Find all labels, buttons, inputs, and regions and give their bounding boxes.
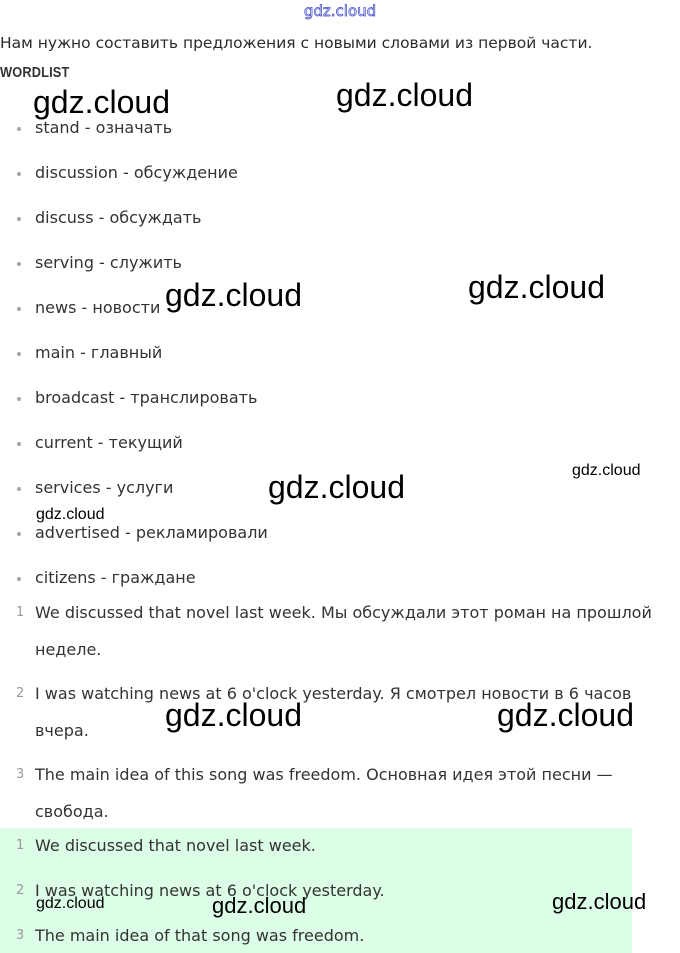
example-number: 1 xyxy=(16,605,25,620)
wordlist-item-text: discuss - обсуждать xyxy=(35,208,202,227)
answer-line: I was watching news at 6 o'clock yesterday. xyxy=(35,881,385,900)
wordlist-item-text: services - услуги xyxy=(35,478,174,497)
wordlist-item-text: stand - означать xyxy=(35,118,173,137)
wordlist-item-text: main - главный xyxy=(35,343,163,362)
example-line: вчера. xyxy=(35,721,89,740)
watermark: gdz.cloud xyxy=(36,895,105,912)
top-watermark: gdz.cloud xyxy=(303,2,377,20)
intro-text: Нам нужно составить предложения с новыми словами из первой части. xyxy=(0,34,593,52)
watermark: gdz.cloud xyxy=(336,77,473,113)
answer-text xyxy=(35,835,670,872)
example-text xyxy=(35,764,670,838)
bullet-icon xyxy=(17,352,21,356)
example-number: 2 xyxy=(16,686,25,701)
wordlist-heading: WORDLIST xyxy=(0,65,70,81)
wordlist-item-text: current - текущий xyxy=(35,433,183,452)
wordlist-item-text: serving - служить xyxy=(35,253,182,272)
wordlist-item-text: broadcast - транслировать xyxy=(35,388,258,407)
wordlist-item-text: discussion - обсуждение xyxy=(35,163,238,182)
bullet-icon xyxy=(17,487,21,491)
bullet-icon xyxy=(17,172,21,176)
answer-text xyxy=(35,925,670,953)
example-number: 3 xyxy=(16,767,25,782)
bullet-icon xyxy=(17,442,21,446)
wordlist-item-text: citizens - граждане xyxy=(35,568,196,587)
bullet-icon xyxy=(17,127,21,131)
watermark: gdz.cloud xyxy=(468,269,605,305)
bullet-icon xyxy=(17,397,21,401)
watermark: gdz.cloud xyxy=(497,697,634,733)
watermark: gdz.cloud xyxy=(268,469,405,505)
wordlist-item-text: news - новости xyxy=(35,298,161,317)
watermark: gdz.cloud xyxy=(165,277,302,313)
example-line: свобода. xyxy=(35,802,109,821)
answer-number: 3 xyxy=(16,928,25,943)
bullet-icon xyxy=(17,532,21,536)
answer-line: We discussed that novel last week. xyxy=(35,836,316,855)
answer-number: 2 xyxy=(16,883,25,898)
watermark: gdz.cloud xyxy=(572,462,641,479)
wordlist-item-text: advertised - рекламировали xyxy=(35,523,268,542)
watermark: gdz.cloud xyxy=(165,697,302,733)
watermark: gdz.cloud xyxy=(552,889,647,914)
answer-number: 1 xyxy=(16,838,25,853)
example-line: I was watching news at 6 o'clock yesterday. Я смотрел новости в 6 часов xyxy=(35,684,632,703)
bullet-icon xyxy=(17,307,21,311)
watermark: gdz.cloud xyxy=(36,506,105,523)
answer-line: The main idea of that song was freedom. xyxy=(35,926,365,945)
example-line: The main idea of this song was freedom. Основная идея этой песни — xyxy=(35,765,613,784)
example-line: We discussed that novel last week. Мы обсуждали этот роман на прошлой xyxy=(35,603,652,622)
bullet-icon xyxy=(17,262,21,266)
example-text xyxy=(35,602,670,676)
bullet-icon xyxy=(17,217,21,221)
bullet-icon xyxy=(17,577,21,581)
watermark: gdz.cloud xyxy=(33,84,170,120)
example-line: неделе. xyxy=(35,640,102,659)
watermark: gdz.cloud xyxy=(212,893,307,918)
